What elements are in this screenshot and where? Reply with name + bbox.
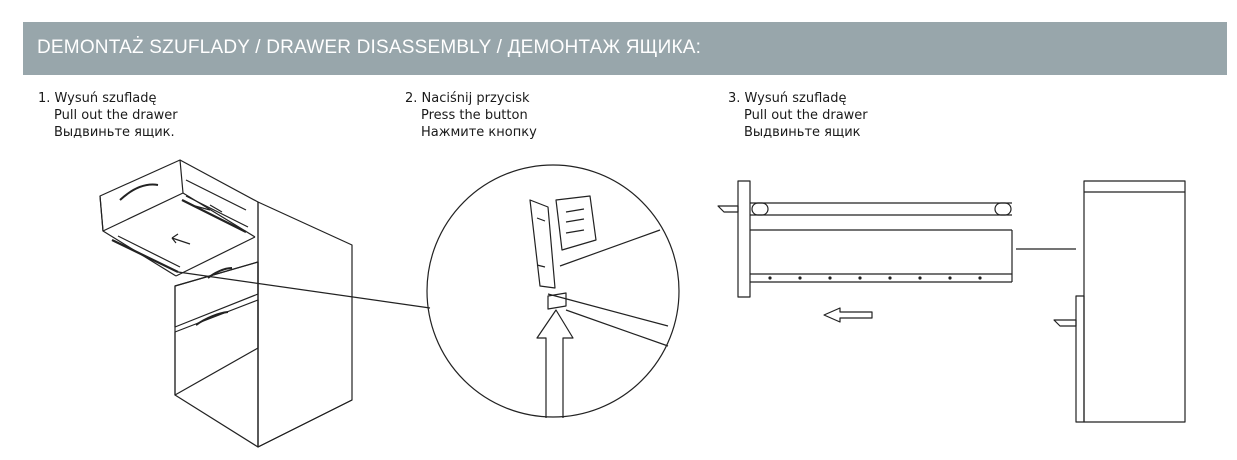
step-2-russian: Нажмите кнопку [421, 125, 537, 140]
step-3-polish: 3. Wysuń szufladę [728, 91, 847, 106]
step-2-polish: 2. Naciśnij przycisk [405, 91, 530, 106]
step-1-russian: Выдвиньте ящик. [54, 125, 175, 140]
side-view-illustration [718, 181, 1185, 422]
page-title: DEMONTAŻ SZUFLADY / DRAWER DISASSEMBLY / ДЕМОНТАЖ ЯЩИКА: [37, 37, 702, 58]
cabinet-drawer-illustration [100, 160, 430, 447]
step-1-polish: 1. Wysuń szufladę [38, 91, 157, 106]
step-3-english: Pull out the drawer [744, 108, 868, 123]
step-1-english: Pull out the drawer [54, 108, 178, 123]
step-3-russian: Выдвиньте ящик [744, 125, 861, 140]
step-2-english: Press the button [421, 108, 528, 123]
button-detail-illustration [427, 165, 679, 418]
